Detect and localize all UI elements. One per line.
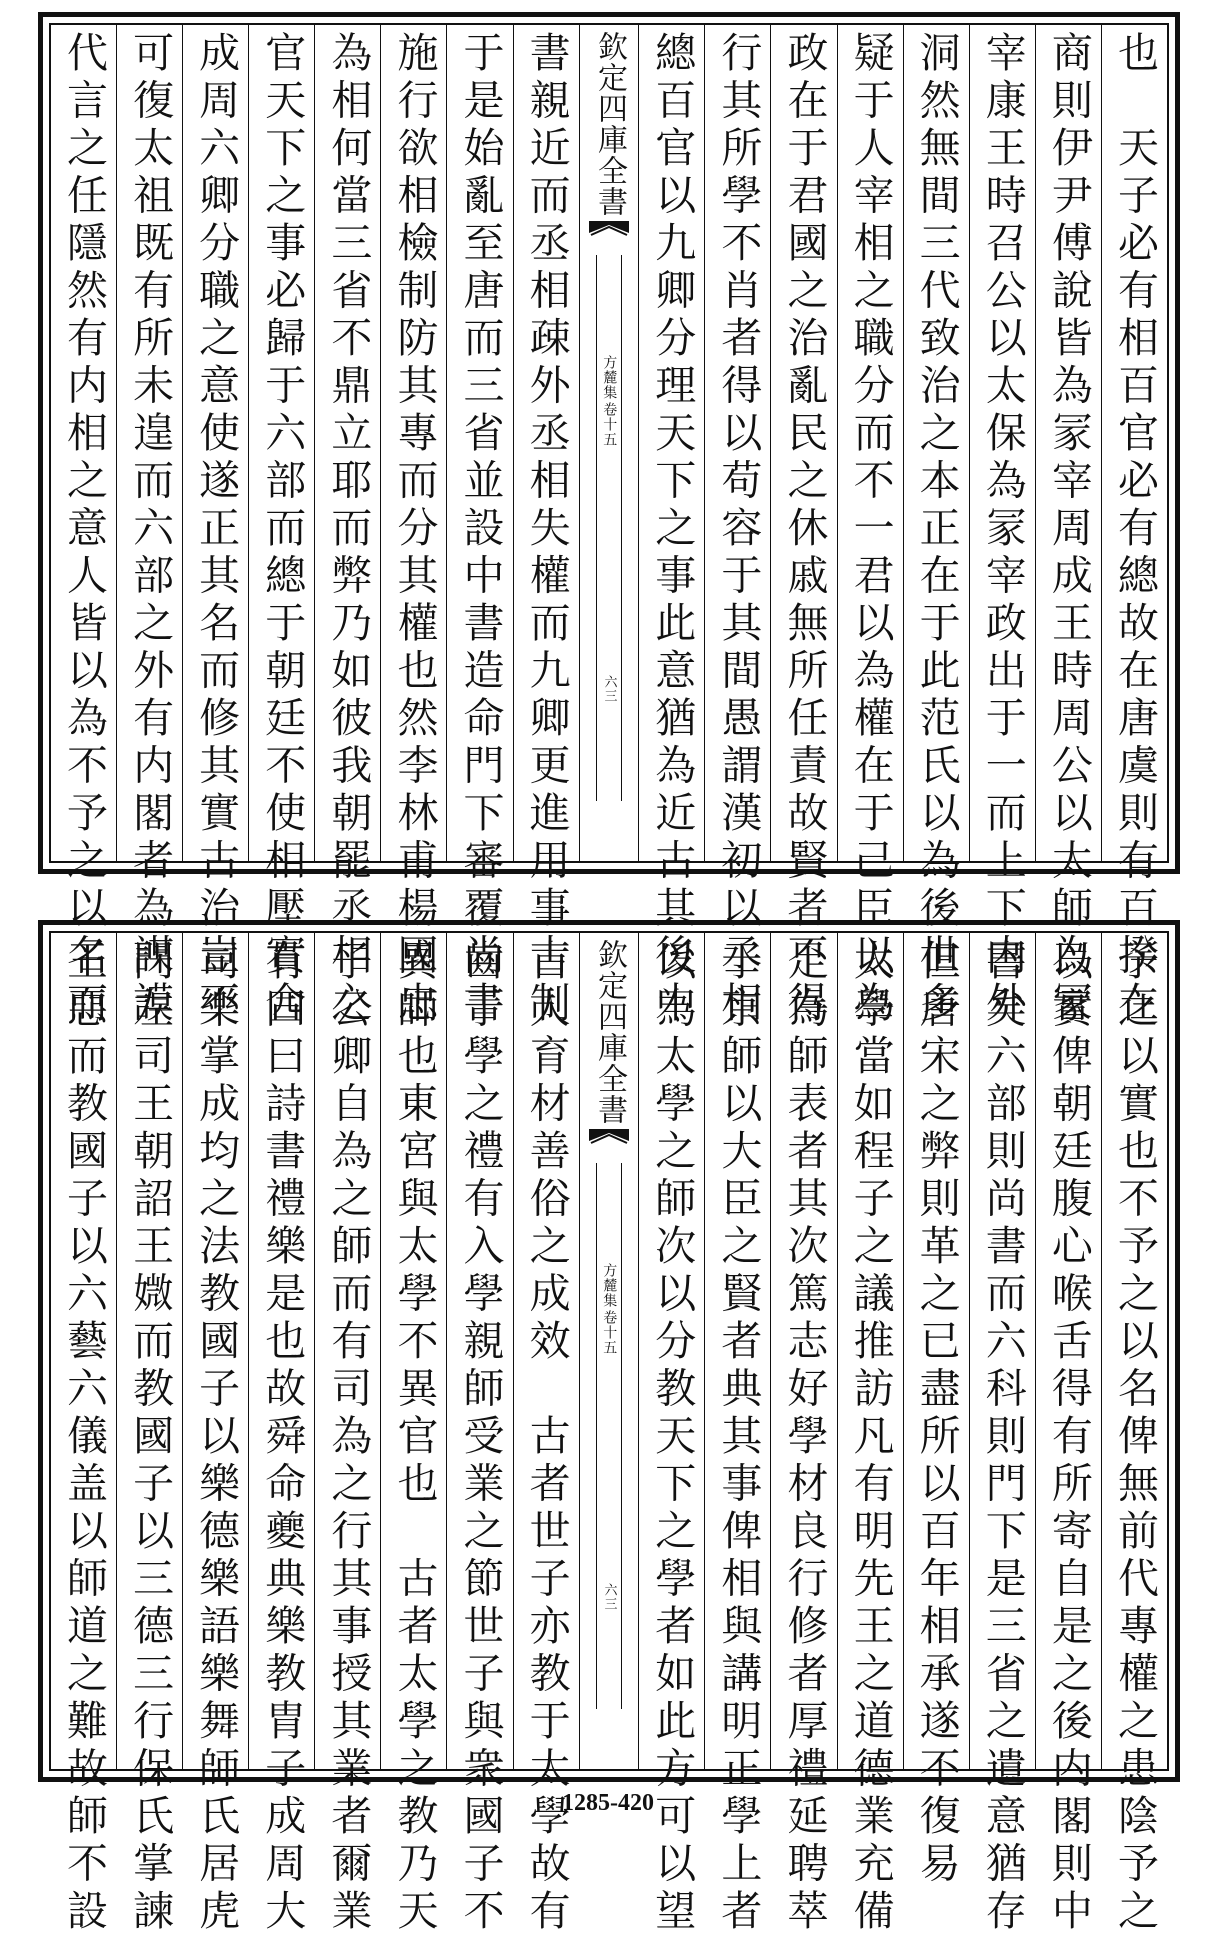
top-text-column [446, 25, 512, 1029]
fold-banner-title: 欽定四庫全書 [591, 31, 627, 217]
bottom-text-column [903, 933, 969, 1889]
column-text: 司樂掌成均之法教國子以樂德樂語樂舞師氏居虎 [192, 939, 241, 1937]
column-text: 子公卿自為之師而有司為之行其事授其業者爾業 [324, 939, 373, 1937]
column-text: 王惡而教國子以六藝六儀盖以師道之難故師不設 [59, 939, 108, 1937]
fold-volume: 卷十五 [601, 1310, 618, 1355]
fold-rule-left [596, 255, 598, 801]
page-number: 1285-420 [562, 1790, 654, 1816]
bottom-text-column [446, 933, 512, 1937]
column-text: 以實俾朝廷腹心喉舌得有所寄自是之後内閣則中 [1044, 939, 1093, 1937]
top-text-column [1101, 25, 1167, 1029]
column-text: 代言之任隱然有内相之意人皆以為不予之以名而 [59, 31, 108, 1029]
top-fold-margin [579, 25, 639, 861]
top-text-column [1035, 25, 1101, 1029]
top-text-column [704, 25, 770, 1029]
bottom-text-column [380, 933, 446, 1937]
bottom-text-column [770, 933, 836, 1937]
column-text: 宰康王時召公以太保為冡宰政出于一而上下内外 [978, 31, 1027, 1029]
column-text: 書親近而丞相疎外丞相失權而九卿更進用事古制 [522, 31, 571, 1029]
column-text: 有四曰詩書禮樂是也故舜命夔典樂教胄子成周大 [258, 939, 307, 1937]
column-text: 總百官以九卿分理天下之事此意猶為近古其後中 [648, 31, 697, 1029]
column-text: 足為師表者其次篤志好學材良行修者厚禮延聘萃 [780, 939, 829, 1937]
top-text-column [969, 25, 1035, 1029]
column-text: 齒于學之禮有入學親師受業之節世子與衆國子不 [456, 939, 505, 1937]
fold-book-title: 方麓集 [601, 1263, 618, 1308]
top-text-column [314, 25, 380, 1029]
column-text: 書矣六部則尚書而六科則門下是三省之遺意猶存 [978, 939, 1027, 1937]
bottom-text-column [314, 933, 380, 1937]
top-text-column [182, 25, 248, 1029]
bottom-text-column [51, 933, 116, 1937]
column-text: 為相何當三省不鼎立耶而弊乃如彼我朝罷丞相之 [324, 31, 373, 1029]
top-text-column [638, 25, 704, 1029]
bottom-text-column [513, 933, 579, 1937]
top-page-frame [38, 12, 1180, 1029]
bottom-text-column [704, 933, 770, 1937]
bottom-text-column [1101, 933, 1167, 1937]
column-text: 政在于君國之治亂民之休戚無所任責故賢者不得 [780, 31, 829, 1029]
column-text: 施行欲相檢制防其專而分其權也然李林甫楊國忠 [390, 31, 439, 1029]
column-text: 可復太祖既有所未遑而六部之外有内閣者為謀謨 [126, 31, 175, 1029]
top-text-column [248, 25, 314, 1029]
column-text: 疑于人宰相之職分而不一君以為權在于己臣以為 [846, 31, 895, 1029]
column-text: 行其所學不肖者得以苟容于其間愚謂漢初以丞相 [714, 31, 763, 1029]
fold-leaf-number: 六三 [601, 1583, 617, 1611]
column-text: 但唐宋之弊則革之已盡所以百年相承遂不復易 [912, 939, 961, 1889]
column-text: 以為太學之師次以分教天下之學者如此方可以望 [648, 939, 697, 1937]
top-text-column [903, 25, 969, 1029]
column-text: 官天下之事必歸于六部而總于朝廷不使相壓實合 [258, 31, 307, 1029]
fold-book-info [602, 355, 617, 447]
fold-leaf-number: 六三 [601, 675, 617, 703]
column-text: 于是始亂至唐而三省並設中書造命門下審覆尚書 [456, 31, 505, 1029]
fold-volume: 卷十五 [601, 402, 618, 447]
top-text-column [770, 25, 836, 1029]
bottom-fold-margin [579, 933, 639, 1769]
fold-book-title: 方麓集 [601, 355, 618, 400]
column-text: 太學當如程子之議推訪凡有明先王之道德業充備 [846, 939, 895, 1937]
column-text: 予之以實也不予之以名俾無前代專權之患陰予之 [1110, 939, 1159, 1937]
fish-tail-mark-icon [589, 221, 629, 255]
bottom-text-column [116, 933, 182, 1937]
fold-book-info [602, 1263, 617, 1355]
bottom-text-column [248, 933, 314, 1937]
column-text: 古人育材善俗之成效 古者世子亦教于太學故有 [522, 939, 571, 1937]
column-text: 于京師以大臣之賢者典其事俾相與講明正學上者 [714, 939, 763, 1937]
fold-rule-left [596, 1163, 598, 1709]
top-text-column [116, 25, 182, 1029]
bottom-text-column [837, 933, 903, 1937]
bottom-text-column [969, 933, 1035, 1937]
top-page-columns [49, 23, 1169, 1029]
bottom-text-column [1035, 933, 1101, 1937]
fold-banner-title: 欽定四庫全書 [591, 939, 627, 1125]
top-text-column [51, 25, 116, 1029]
fold-rule-right [621, 1163, 623, 1709]
column-text: 異師也東宮與太學不異官也 古者太學之教乃天 [390, 939, 439, 1937]
column-text: 成周六卿分職之意使遂正其名而修其實古治豈不 [192, 31, 241, 1029]
fish-tail-mark-icon [589, 1129, 629, 1163]
bottom-text-column [182, 933, 248, 1937]
column-text: 門左司王朝詔王媺而教國子以三德三行保氏掌諫 [126, 939, 175, 1937]
column-text: 洞然無間三代致治之本正在于此范氏以為後世多 [912, 31, 961, 1029]
top-text-column [837, 25, 903, 1029]
bottom-text-column [638, 933, 704, 1937]
column-text: 也 天子必有相百官必有總故在唐虞則有百揆在 [1110, 31, 1159, 1029]
top-text-column [380, 25, 446, 1029]
fold-rule-right [621, 255, 623, 801]
top-text-column [513, 25, 579, 1029]
column-text: 商則伊尹傅說皆為冡宰周成王時周公以太師為冡 [1044, 31, 1093, 1029]
